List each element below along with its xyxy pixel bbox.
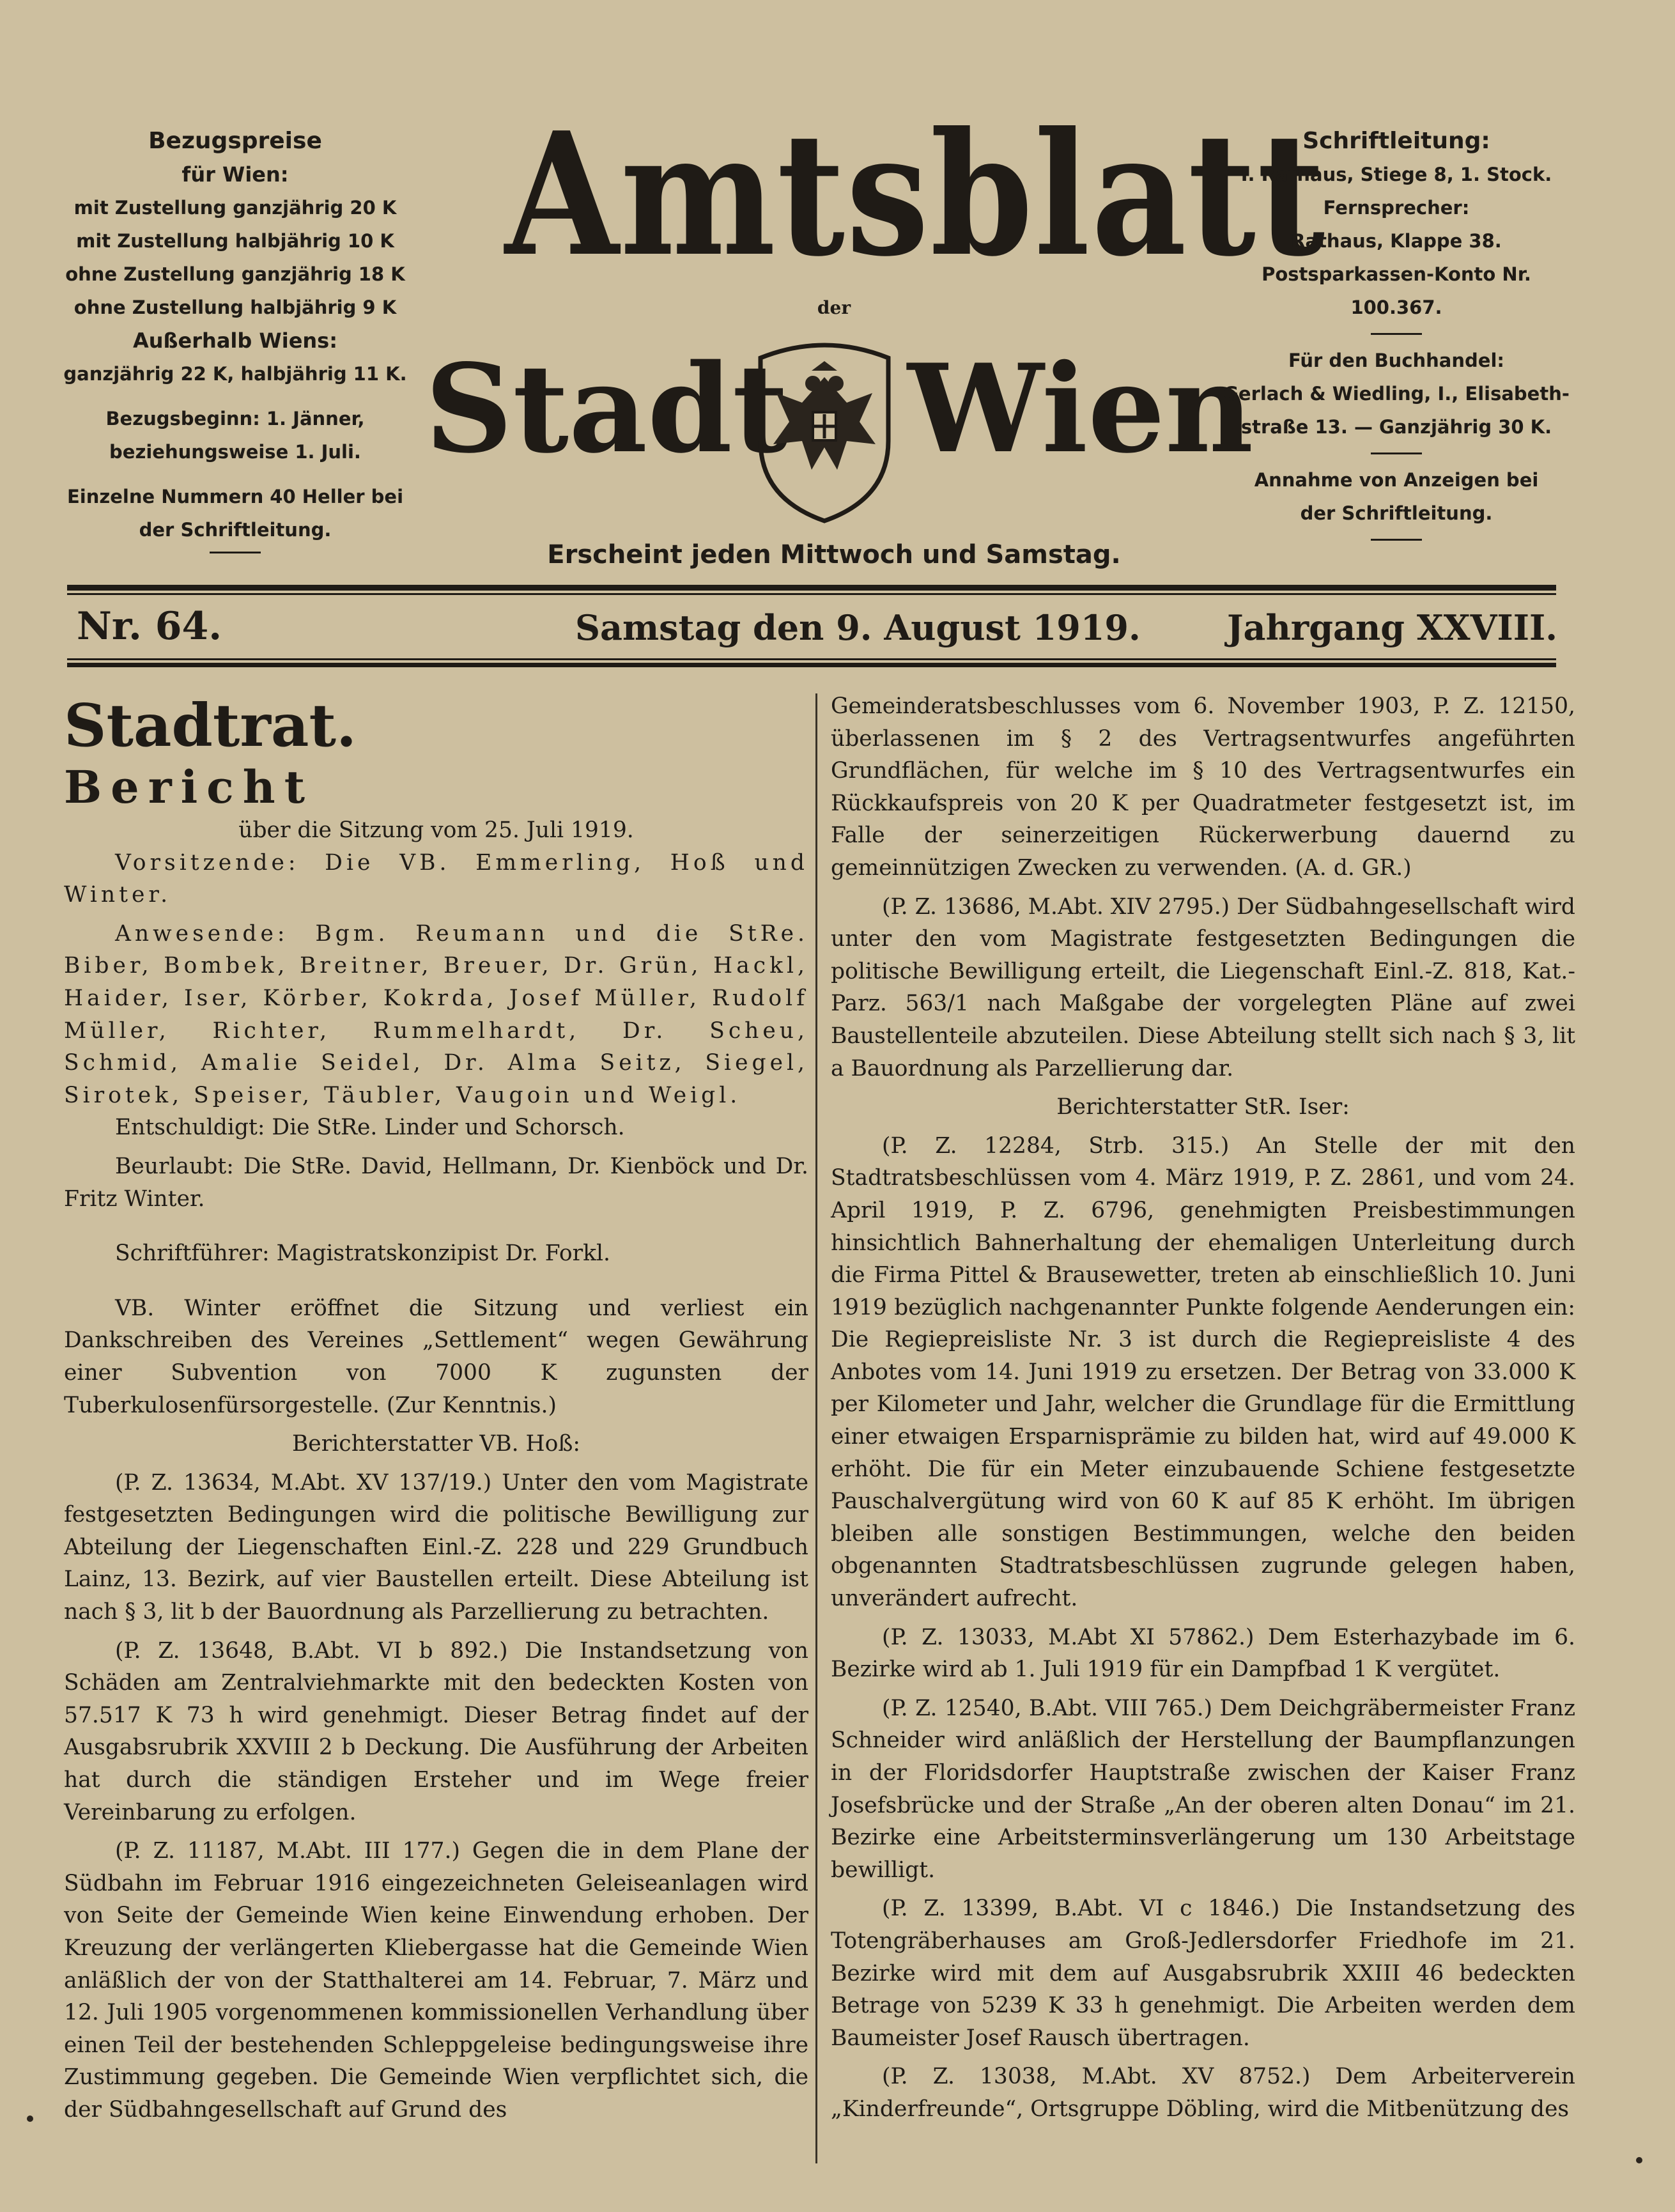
secretary-line: Schriftführer: Magistratskonzipist Dr. Forkl.: [115, 1241, 611, 1267]
editorial-title: Schriftleitung:: [1302, 128, 1490, 154]
paragraph: (P. Z. 11187, M.Abt. III 177.) Gegen die in dem Plane der Südbahn im Februar 1916 eingezeichneten Geleiseanlagen wird von Seite der Gemeinde Wien keine Einwendung erhoben. Der Kreuzung der verlängerten Kliebergasse hat die Gemeinde Wien anläßlich der von der Statthalterei am 14. Februar, 7. März und 12. Juli 1905 vorgenommenen kommissionellen Verhandlung über einen Teil der bestehenden Schleppgeleise bedingungsweise ihre Zustimmung gegeben. Die Gemeinde Wien verpflichtet sich, die der Südbahngesellschaft auf Grund des: [64, 1838, 808, 2123]
session-date: über die Sitzung vom 25. Juli 1919.: [238, 817, 634, 843]
bookshop-line: Gerlach & Wiedling, I., Elisabeth-: [1223, 383, 1570, 405]
section-heading: Stadtrat.: [64, 691, 357, 760]
reporter-line: Berichterstatter StR. Iser:: [1056, 1094, 1350, 1120]
masthead-rule: [67, 585, 1556, 591]
chair-line: Vorsitzende: Die VB. Emmerling, Hoß und Winter.: [64, 849, 808, 908]
paragraph: VB. Winter eröffnet die Sitzung und verliest ein Dankschreiben des Vereines „Settlement“ wegen Gewährung einer Subvention von 7000 K zugunsten der Tuberkulosenfürsorgestelle. (Zur Kenntnis.): [64, 1295, 808, 1418]
leave-line: Beurlaubt: Die StRe. David, Hellmann, Dr. Kienböck und Dr. Fritz Winter.: [64, 1153, 808, 1212]
title-der: der: [817, 297, 851, 318]
right-column: [831, 690, 1575, 2126]
subscription-vienna: für Wien:: [181, 162, 289, 187]
issue-number: Nr. 64.: [77, 604, 222, 649]
paragraph: (P. Z. 13399, B.Abt. VI c 1846.) Die Instandsetzung des Totengräberhauses am Groß-Jedlersdorfer Friedhofe im 21. Bezirke wird mit dem auf Ausgabsrubrik XXIII 46 bedeckten Betrage von 5239 K 33 h genehmigt. Die Arbeiten werden dem Baumeister Josef Rausch übertragen.: [831, 1896, 1575, 2051]
title-stadt: Stadt: [425, 337, 789, 480]
paragraph: (P. Z. 13634, M.Abt. XV 137/19.) Unter den vom Magistrate festgesetzten Bedingungen wird die politische Bewilligung zur Abteilung der Liegenschaften Einl.-Z. 228 und 229 Grundbuch Lainz, 13. Bezirk, auf vier Baustellen erteilt. Diese Abteilung ist nach § 3, lit b der Bauordnung als Parzellierung zu betrachten.: [64, 1469, 808, 1625]
reporter-line: Berichterstatter VB. Hoß:: [291, 1431, 581, 1457]
price-line: mit Zustellung ganzjährig 20 K: [73, 197, 397, 219]
subscription-title: Bezugspreise: [148, 128, 322, 154]
phone-label: Fernsprecher:: [1323, 197, 1470, 219]
start-line: Bezugsbeginn: 1. Jänner,: [105, 408, 365, 429]
paragraph: (P. Z. 13686, M.Abt. XIV 2795.) Der Südbahngesellschaft wird unter den vom Magistrate festgesetzten Bedingungen die politische Bewilligung erteilt, die Liegenschaft Einl.-Z. 818, Kat.-Parz. 563/1 nach Maßgabe der vorgelegten Pläne auf zwei Baustellenteile abzuteilen. Diese Abteilung stellt sich nach § 3, lit a Bauordnung als Parzellierung dar.: [831, 893, 1575, 1081]
masthead-rule: [67, 593, 1556, 595]
report-heading: Bericht: [64, 761, 314, 814]
ads-line: Annahme von Anzeigen bei: [1254, 469, 1539, 491]
left-column: [64, 690, 808, 2126]
paragraph: (P. Z. 13038, M.Abt. XV 8752.) Dem Arbeiterverein „Kinderfreunde“, Ortsgruppe Döbling, wird die Mitbenützung des: [831, 2064, 1575, 2122]
binding-hole: [1636, 2157, 1642, 2163]
editorial-address: I. Rathaus, Stiege 8, 1. Stock.: [1240, 164, 1552, 185]
bookshop-line: straße 13. — Ganzjährig 30 K.: [1240, 416, 1552, 438]
divider: [1371, 333, 1422, 335]
excused-line: Entschuldigt: Die StRe. Linder und Schorsch.: [115, 1115, 625, 1141]
editorial-box: [1217, 125, 1575, 550]
divider: [1371, 452, 1422, 454]
paragraph: (P. Z. 13033, M.Abt XI 57862.) Dem Esterhazybade im 6. Bezirke wird ab 1. Juli 1919 für ein Dampfbad 1 K vergütet.: [831, 1624, 1575, 1683]
paragraph: Gemeinderatsbeschlusses vom 6. November 1903, P. Z. 12150, überlassenen im § 2 des Vertragsentwurfes angeführten Grundflächen, für welche im § 10 des Vertragsentwurfes ein Rückkaufspreis von 20 K per Quadratmeter festgesetzt ist, im Falle der seinerzeitigen Rückerwerbung dauernd zu gemeinnützigen Zwecken zu verwenden. (A. d. GR.): [831, 693, 1575, 881]
column-divider: [815, 693, 817, 2163]
paragraph: (P. Z. 12540, B.Abt. VIII 765.) Dem Deichgräbermeister Franz Schneider wird anläßlich der Herstellung der Baumpflanzungen in der Floridsdorfer Hauptstraße zwischen der Kaiser Franz Josefsbrücke und der Straße „An der oberen alten Donau“ im 21. Bezirke eine Arbeitsterminsverlängerung um 130 Arbeitstage bewilligt.: [831, 1695, 1575, 1883]
title-amtsblatt: Amtsblatt: [505, 95, 1327, 295]
divider: [1371, 539, 1422, 541]
title-wien: Wien: [907, 337, 1254, 480]
phone-value: Rathaus, Klappe 38.: [1291, 230, 1502, 252]
publication-schedule: Erscheint jeden Mittwoch und Samstag.: [547, 540, 1121, 569]
postal-account: Postsparkassen-Konto Nr. 100.367.: [1262, 263, 1531, 318]
price-line: ohne Zustellung halbjährig 9 K: [73, 297, 397, 318]
issue-rule: [67, 658, 1556, 660]
bookshop-line: Für den Buchhandel:: [1288, 350, 1504, 371]
binding-hole: [27, 2115, 33, 2122]
issue-volume: Jahrgang XXVIII.: [1227, 607, 1558, 648]
outside-price: ganzjährig 22 K, halbjährig 11 K.: [63, 363, 407, 385]
paragraph: (P. Z. 12284, Strb. 315.) An Stelle der mit den Stadtratsbeschlüssen vom 4. März 1919, P. Z. 2861, und vom 24. April 1919, P. Z. 6796, genehmigten Preisbestimmungen hinsichtlich Bahnerhaltung der ehemaligen Unterleitung durch die Firma Pittel & Brausewetter, treten ab einschließlich 10. Juni 1919 bezüglich nachgenannter Punkte folgende Aenderungen ein: Die Regiepreisliste Nr. 3 ist durch die Regiepreisliste 4 des Anbotes vom 14. Juni 1919 zu ersetzen. Der Betrag von 33.000 K per Kilometer und Jahr, welcher die Grundlage für die Ermittlung einer etwaigen Ersparnisprämie zu bilden hat, wird auf 49.000 K erhöht. Die für ein Meter einzubauende Schiene festgesetzte Pauschalvergütung wird von 60 K auf 85 K erhöht. Im übrigen bleiben alle sonstigen Bestimmungen, welche den beiden obgenannten Stadtratsbeschlüssen zugrunde gelegen haben, unverändert aufrecht.: [831, 1133, 1575, 1612]
outside-vienna: Außerhalb Wiens:: [132, 329, 338, 353]
price-line: ohne Zustellung ganzjährig 18 K: [65, 263, 405, 285]
divider: [210, 552, 261, 553]
present-line: Anwesende: Bgm. Reumann und die StRe. Biber, Bombek, Breitner, Breuer, Dr. Grün, Hackl, Haider, Iser, Körber, Kokrda, Josef Müller, Rudolf Müller, Richter, Rummelhardt, Dr. Scheu, Schmid, Amalie Seidel, Dr. Alma Seitz, Siegel, Sirotek, Speiser, Täubler, Vaugoin und Weigl.: [64, 920, 808, 1108]
single-issue-line: Einzelne Nummern 40 Heller bei: [66, 486, 404, 507]
ads-line: der Schriftleitung.: [1300, 502, 1493, 524]
start-line: beziehungsweise 1. Juli.: [109, 441, 361, 463]
issue-date: Samstag den 9. August 1919.: [575, 607, 1141, 648]
issue-rule: [67, 663, 1556, 667]
vienna-coat-of-arms-icon: [741, 332, 907, 524]
subscription-box: [56, 125, 414, 553]
single-issue-line: der Schriftleitung.: [139, 519, 332, 541]
paragraph: (P. Z. 13648, B.Abt. VI b 892.) Die Instandsetzung von Schäden am Zentralviehmarkte mit den bedeckten Kosten von 57.517 K 73 h wird genehmigt. Dieser Betrag findet auf der Ausgabsrubrik XXVIII 2 b Deckung. Die Ausführung der Arbeiten hat durch die ständigen Ersteher und im Wege freier Vereinbarung zu erfolgen.: [64, 1637, 808, 1825]
price-line: mit Zustellung halbjährig 10 K: [76, 230, 394, 252]
